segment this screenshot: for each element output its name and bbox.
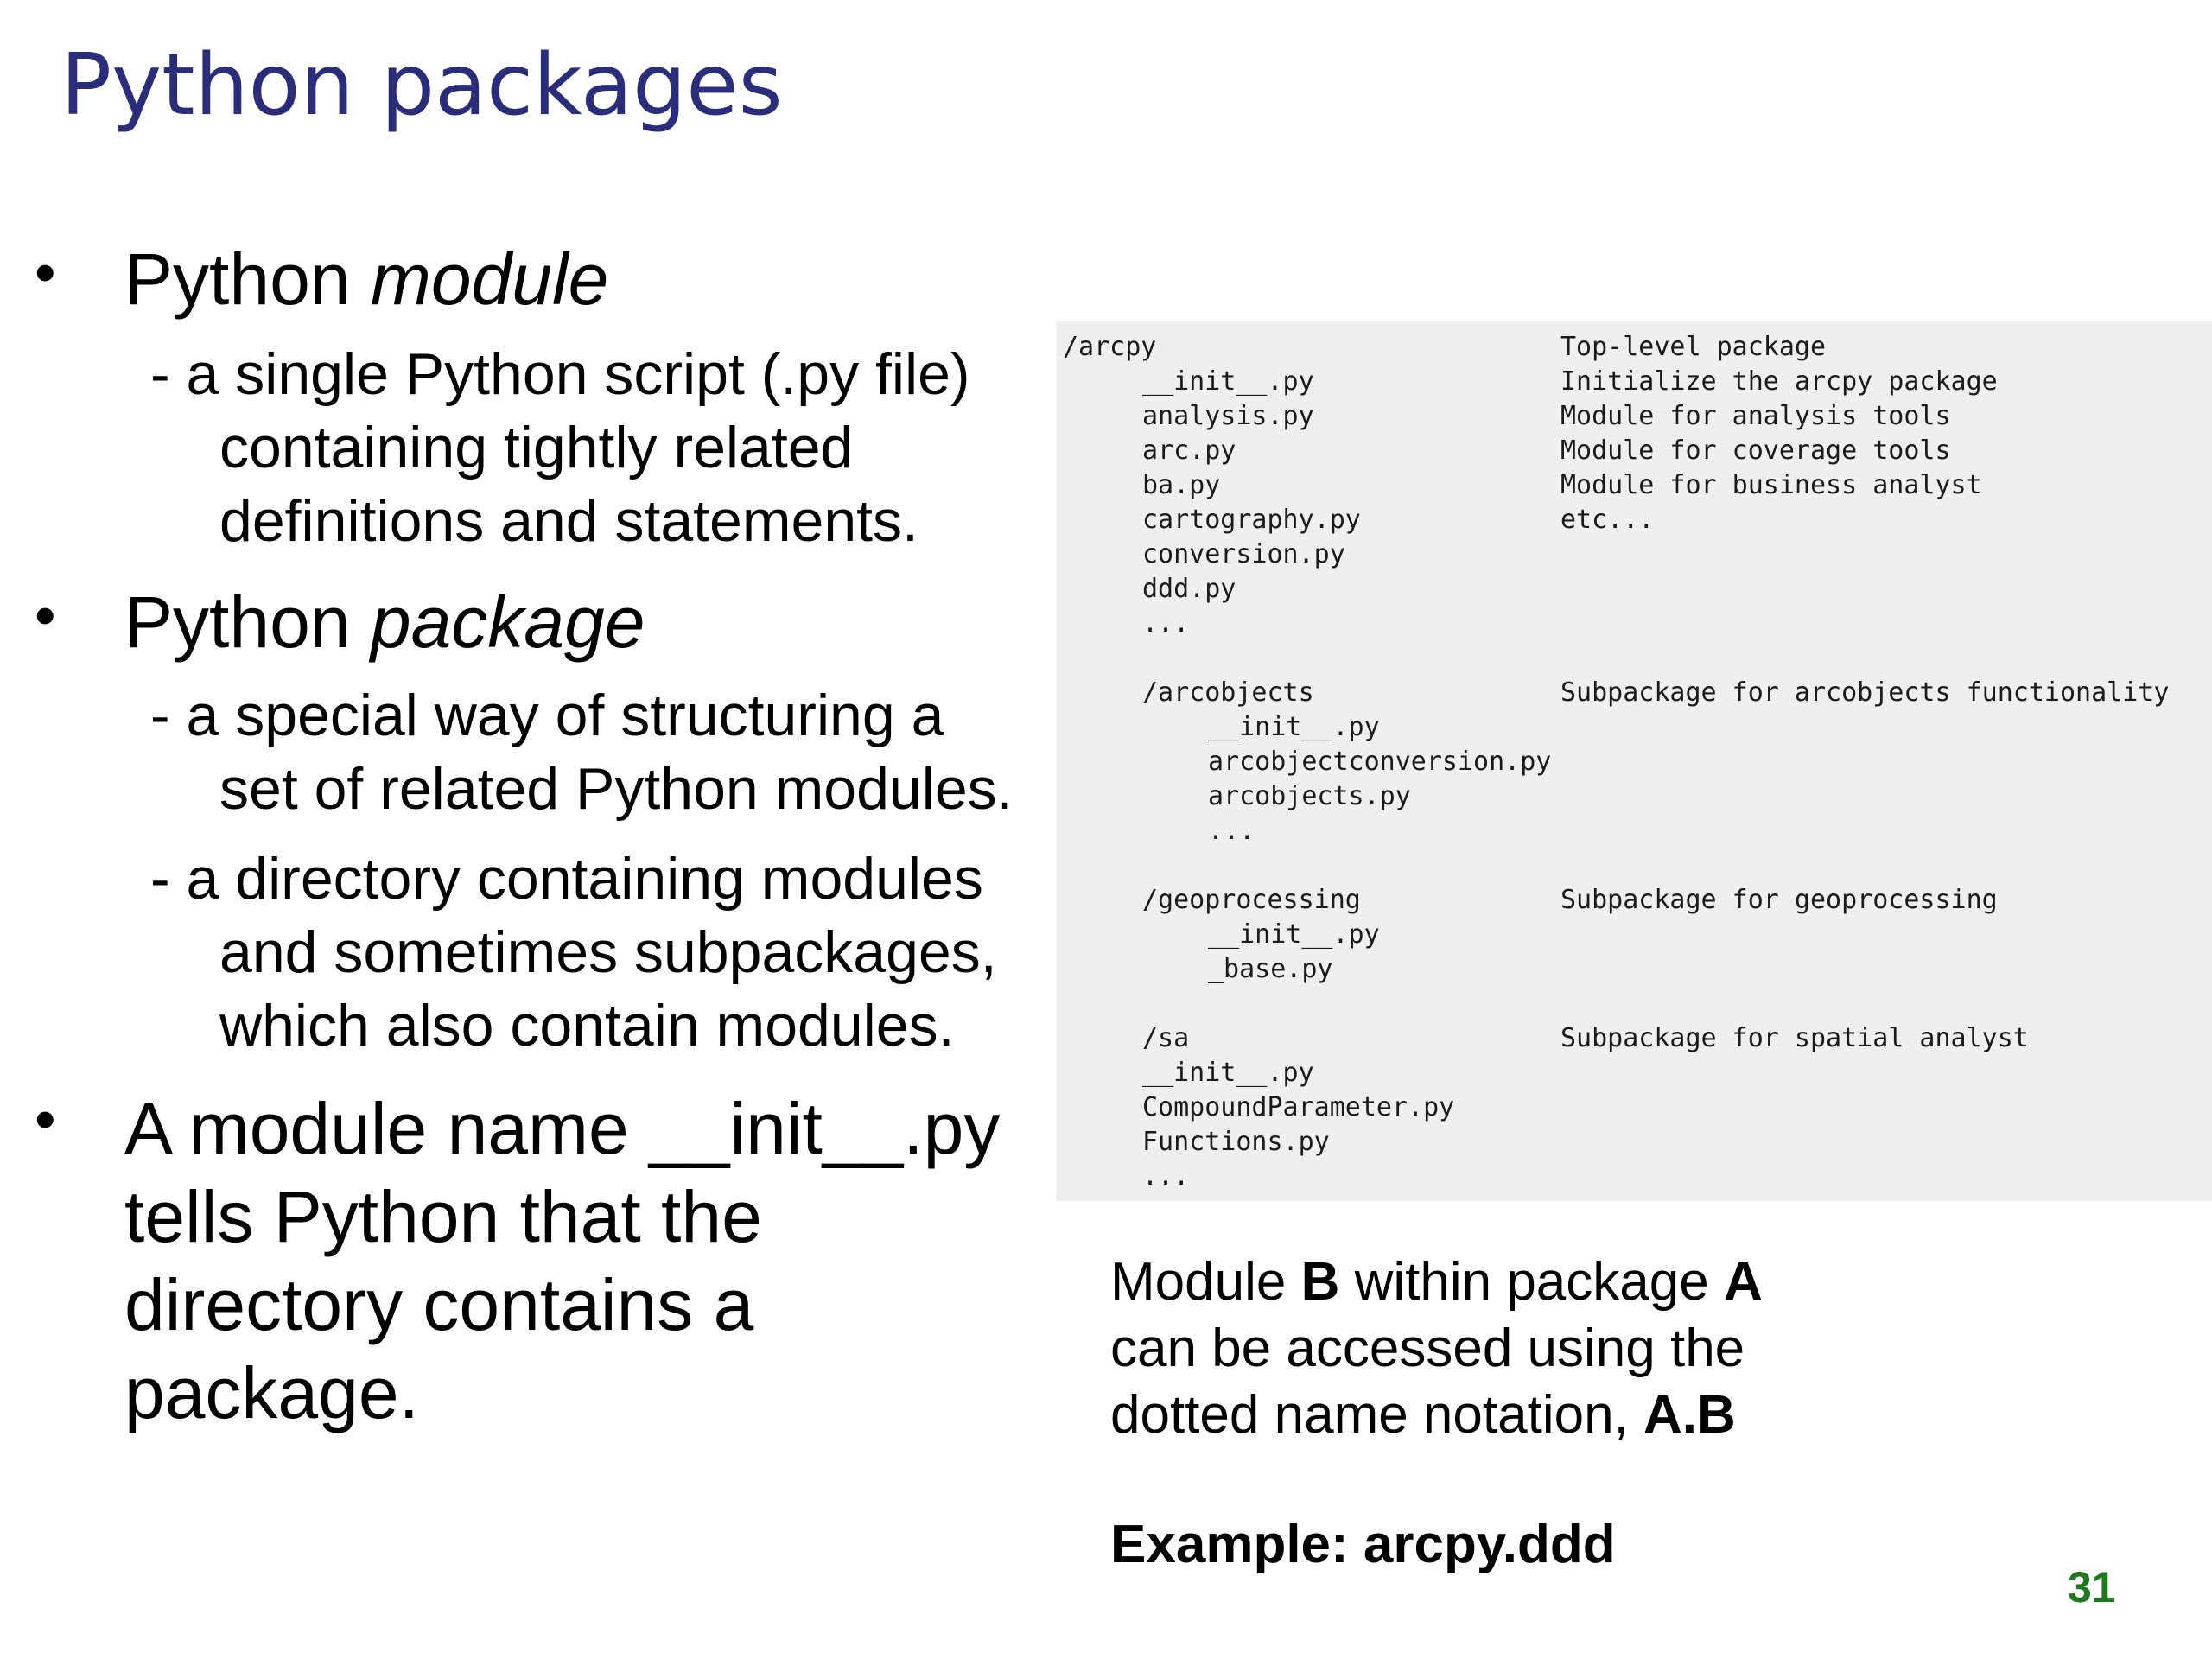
sub-line: and sometimes subpackages, xyxy=(219,919,997,985)
code-path: conversion.py xyxy=(1142,539,1345,569)
code-description: Subpackage for spatial analyst xyxy=(1560,1023,2029,1053)
code-path: arcobjects.py xyxy=(1208,781,1411,811)
code-path: CompoundParameter.py xyxy=(1142,1092,1455,1122)
dotted-name-note xyxy=(1110,1249,1763,1448)
code-description: Subpackage for geoprocessing xyxy=(1560,885,1998,915)
code-path: arc.py xyxy=(1142,435,1236,466)
bullet-dot: • xyxy=(35,238,56,306)
bullet-text: Python module xyxy=(124,238,609,320)
code-path: arcobjectconversion.py xyxy=(1208,747,1552,777)
code-path: _base.py xyxy=(1208,954,1333,984)
page-number: 31 xyxy=(2068,1563,2116,1611)
sub-line: which also contain modules. xyxy=(219,993,955,1058)
bullet-line: package. xyxy=(124,1352,419,1433)
code-description: Top-level package xyxy=(1560,332,1827,362)
sub-line: - a single Python script (.py file) xyxy=(150,341,970,407)
code-path: /geoprocessing xyxy=(1142,885,1361,915)
code-path: /arcpy xyxy=(1063,332,1157,362)
sub-line: set of related Python modules. xyxy=(219,756,1014,822)
code-description: Subpackage for arcobjects functionality xyxy=(1560,677,2170,708)
sub-line: containing tightly related xyxy=(219,415,854,480)
sub-line: definitions and statements. xyxy=(219,488,918,554)
note-line: Module B within package A xyxy=(1110,1252,1763,1312)
code-description: Module for analysis tools xyxy=(1560,401,1951,431)
bullet-dot: • xyxy=(35,1085,56,1153)
code-path: __init__.py xyxy=(1142,1058,1314,1088)
sub-line: - a special way of structuring a xyxy=(150,683,944,748)
note-line: can be accessed using the xyxy=(1110,1319,1745,1378)
module-definition xyxy=(150,338,970,558)
code-path: ... xyxy=(1208,816,1255,846)
code-path: Functions.py xyxy=(1142,1127,1330,1157)
bullet-dot: • xyxy=(35,582,56,649)
code-path: ... xyxy=(1142,608,1190,639)
bullet-line: directory contains a xyxy=(124,1264,754,1345)
note-line: dotted name notation, A.B xyxy=(1110,1385,1736,1445)
example-text: Example: arcpy.ddd xyxy=(1110,1515,1616,1574)
code-description: Module for coverage tools xyxy=(1560,435,1951,466)
code-path: __init__.py xyxy=(1208,712,1380,742)
bullet-line: tells Python that the xyxy=(124,1176,762,1257)
code-path: ... xyxy=(1142,1161,1190,1192)
code-path: /sa xyxy=(1142,1023,1190,1053)
code-description: Initialize the arcpy package xyxy=(1560,366,1998,397)
package-definition-1 xyxy=(150,679,1014,826)
sub-line: - a directory containing modules xyxy=(150,846,983,912)
code-path: ddd.py xyxy=(1142,574,1236,604)
package-structure-listing xyxy=(1056,321,2212,1201)
code-path: /arcobjects xyxy=(1142,677,1314,708)
package-definition-2 xyxy=(150,842,997,1063)
code-description: etc... xyxy=(1560,505,1655,535)
code-path: cartography.py xyxy=(1142,505,1361,535)
bullet-line: A module name __init__.py xyxy=(124,1088,1001,1169)
code-path: ba.py xyxy=(1142,470,1221,500)
code-path: __init__.py xyxy=(1208,919,1380,950)
bullet-text xyxy=(124,1084,1000,1437)
slide-title: Python packages xyxy=(60,36,783,135)
code-path: __init__.py xyxy=(1142,366,1314,397)
code-description: Module for business analyst xyxy=(1560,470,1982,500)
code-path: analysis.py xyxy=(1142,401,1314,431)
bullet-text: Python package xyxy=(124,582,645,663)
